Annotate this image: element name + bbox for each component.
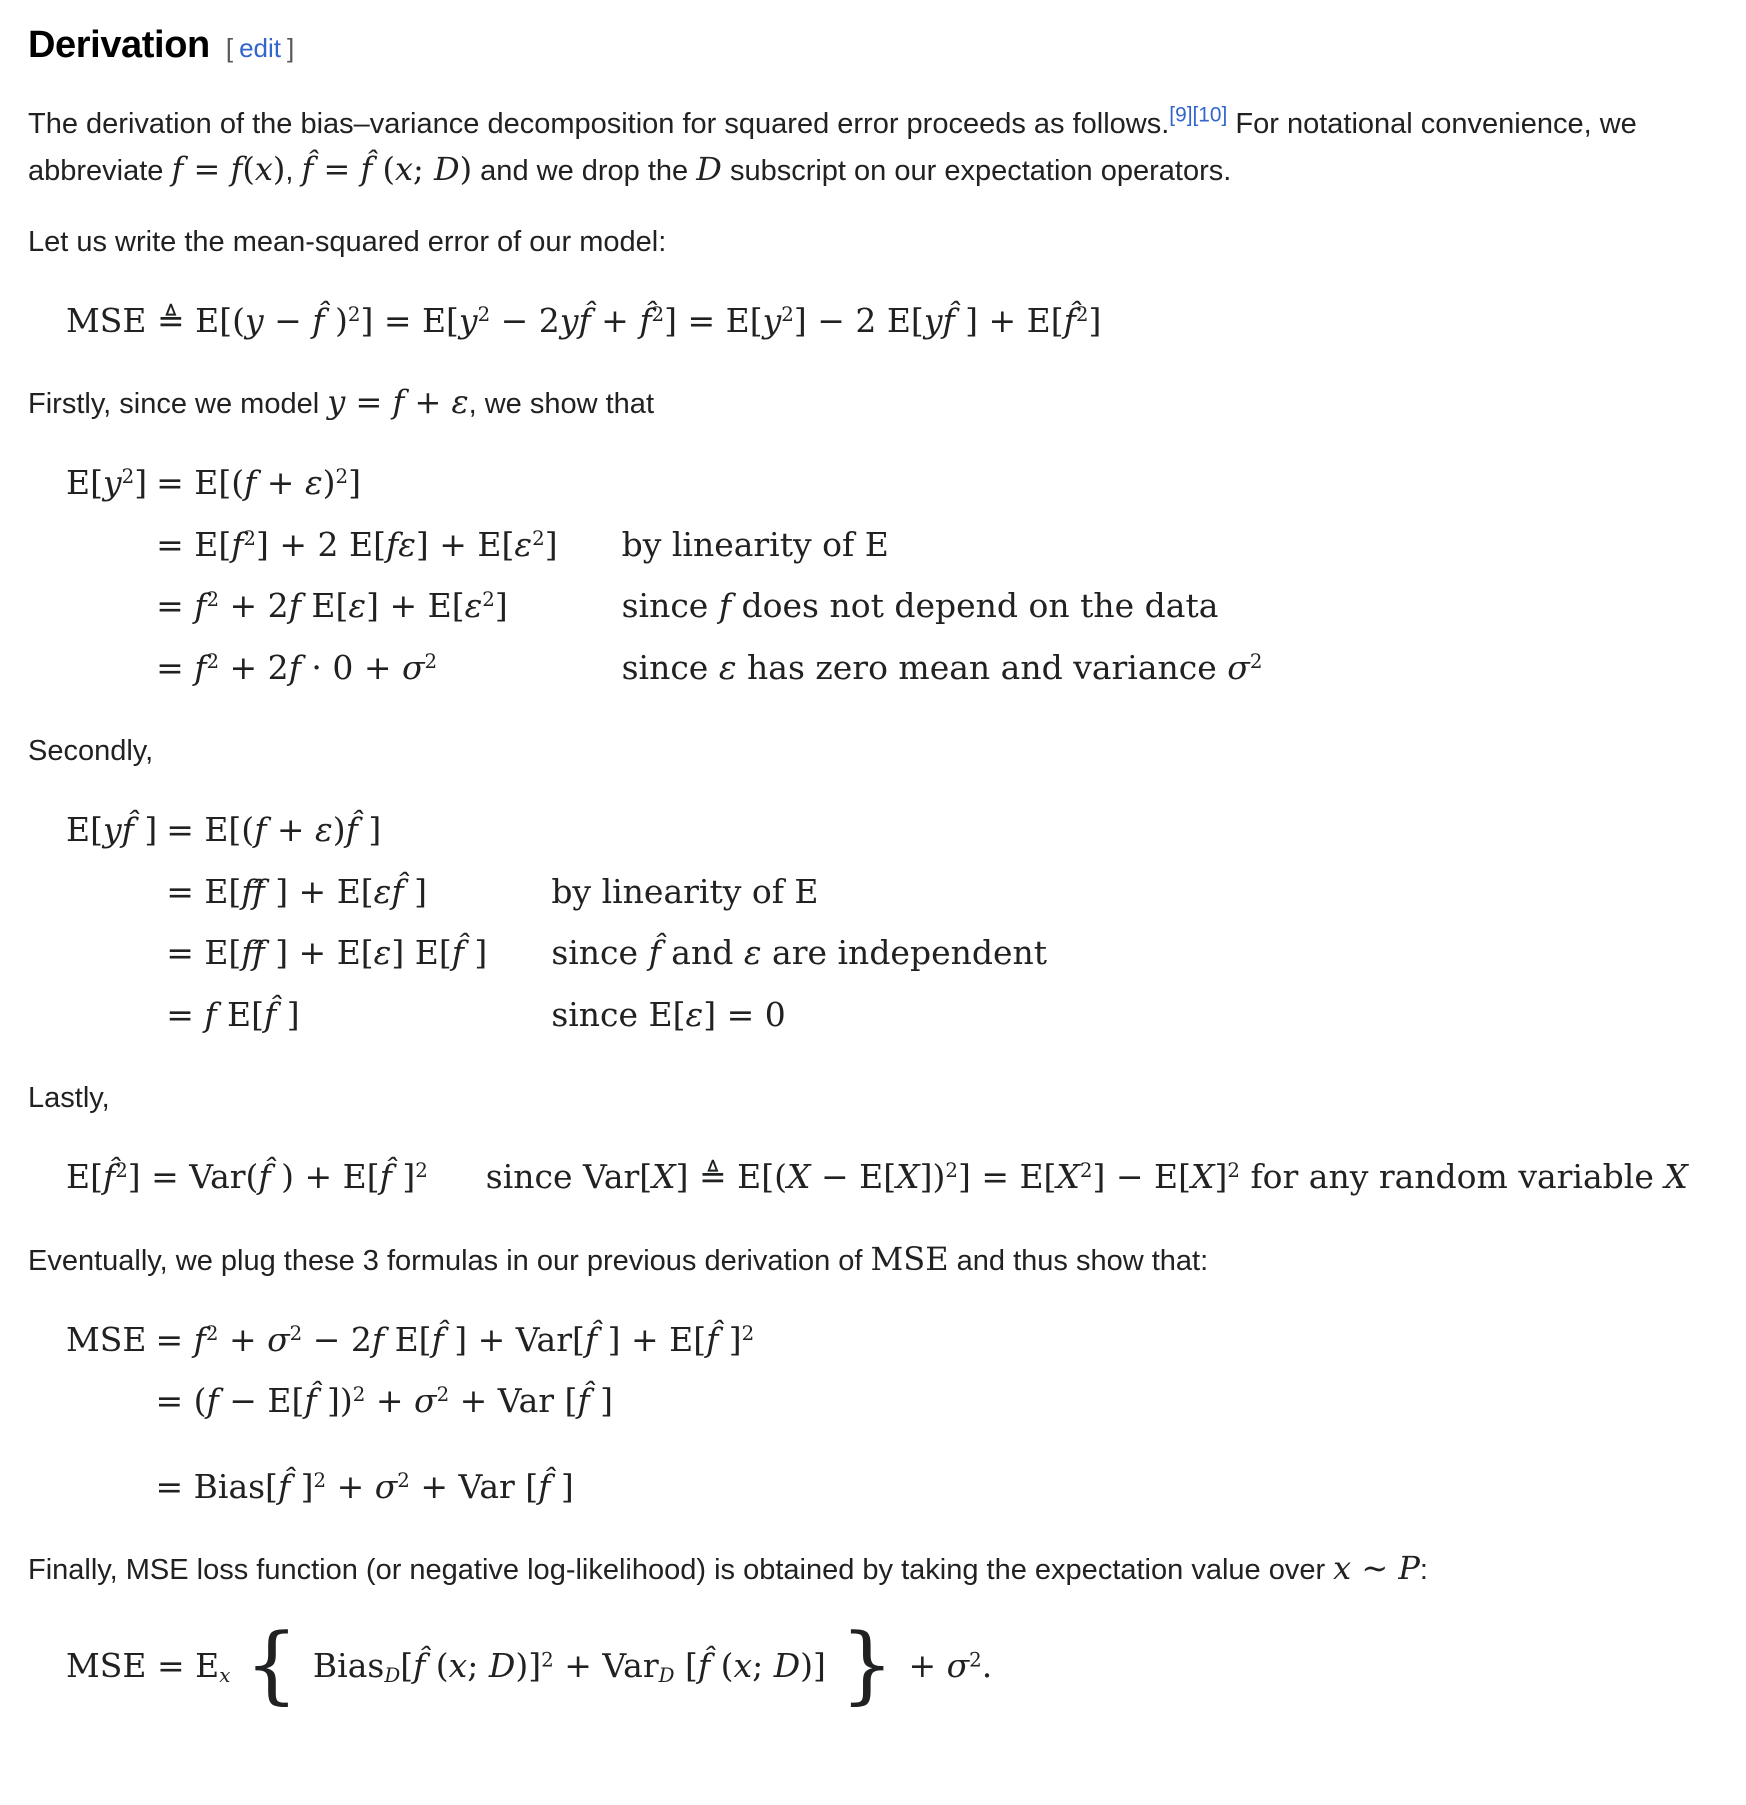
formula-rhs: = $f^2 + 2f$ $E[\varepsilon] + E[\varepsilon^2]$ bbox=[156, 586, 508, 626]
reference-10-link[interactable]: [10] bbox=[1192, 103, 1228, 127]
finally-paragraph bbox=[28, 1547, 1716, 1594]
formula-condition bbox=[558, 458, 1263, 508]
formula-condition: since E[ε] = 0 bbox=[551, 994, 786, 1034]
inline-math-x-distribution: x ∼ P bbox=[1333, 1549, 1420, 1588]
formula-lhs: MSE bbox=[66, 1319, 147, 1359]
eventually-paragraph bbox=[28, 1238, 1716, 1285]
intro-text-1: The derivation of the bias–variance decomposition for squared error proceeds as follows. bbox=[28, 108, 1170, 140]
inline-math-f-of-x: f = f(x) bbox=[171, 149, 286, 188]
formula-lhs: E[yf̂ ] bbox=[66, 810, 158, 850]
mse-definition-formula: MSE ≜ E[(y − f̂ )$^2] = E[y^2$ − 2yf̂ + f̂$^2$] = $E[y^2] - 2$ E[yf̂ ] + E[f̂$^2$] bbox=[66, 300, 1102, 340]
intro-text-5: subscript on our expectation operators. bbox=[721, 154, 1232, 187]
formula-lhs bbox=[66, 1438, 147, 1512]
formula-lhs bbox=[66, 643, 147, 693]
intro-text-3: , bbox=[285, 154, 302, 187]
formula-condition: since f does not depend on the data bbox=[621, 586, 1219, 626]
secondly-derivation bbox=[66, 805, 1716, 1039]
finally-text-1: Finally, MSE loss function (or negative log-likelihood) is obtained by taking the expectation value over bbox=[28, 1554, 1334, 1587]
lastly-formula-main: E[f̂$^2$] = Var(f̂ ) + E[f̂ ]$^2$ bbox=[66, 1157, 428, 1197]
intro-paragraph bbox=[28, 101, 1716, 195]
intro-text-2: For notational convenience, we abbreviate bbox=[28, 108, 1637, 187]
lastly-paragraph: Lastly, bbox=[28, 1082, 110, 1115]
eventually-text-2: and thus show that: bbox=[948, 1244, 1209, 1277]
formula-rhs: = f E[f̂ ] bbox=[166, 994, 300, 1034]
section-heading bbox=[28, 24, 1716, 67]
formula-rhs: = $f^2 + 2f \cdot 0 + \sigma^2$ bbox=[156, 647, 438, 687]
edit-bracket-close: ] bbox=[286, 33, 295, 63]
reference-10 bbox=[1193, 104, 1228, 127]
formula-condition: since f̂ and ε are independent bbox=[551, 933, 1048, 973]
mse-intro-paragraph: Let us write the mean-squared error of our model: bbox=[28, 225, 667, 258]
formula-lhs bbox=[66, 581, 147, 631]
formula-rhs: = E[ff̂ ] + E[ε] E[f̂ ] bbox=[166, 933, 488, 973]
formula-condition bbox=[487, 805, 1047, 855]
page-title: Derivation bbox=[28, 24, 210, 66]
formula-condition bbox=[754, 1376, 818, 1426]
firstly-text-2: , we show that bbox=[468, 388, 654, 421]
formula-lhs bbox=[66, 867, 157, 917]
edit-link[interactable]: edit bbox=[239, 33, 281, 63]
formula-lhs bbox=[66, 520, 147, 570]
reference-9 bbox=[1169, 104, 1192, 127]
formula-condition: by linearity of E bbox=[551, 871, 819, 911]
secondly-paragraph: Secondly, bbox=[28, 735, 154, 768]
lastly-formula-condition: since Var[X] ≜ $E[(X - E[X])^2] = E[X^2] - E[X]^2$ for any random variable X bbox=[485, 1157, 1688, 1197]
formula-condition bbox=[754, 1438, 818, 1512]
firstly-text-1: Firstly, since we model bbox=[28, 388, 328, 421]
inline-math-D: D bbox=[696, 149, 722, 188]
formula-rhs: = $f^2 + \sigma^2 - 2f$ E[f̂ ] + Var[f̂ ] + E[f̂ ]$^2$ bbox=[155, 1319, 755, 1359]
lastly-formula bbox=[66, 1152, 1716, 1202]
firstly-derivation bbox=[66, 458, 1716, 692]
formula-rhs: = Bias[f̂ ]$^2 + \sigma^2$ + Var [f̂ ] bbox=[155, 1466, 574, 1506]
intro-text-4: and we drop the bbox=[472, 154, 697, 187]
firstly-paragraph bbox=[28, 381, 1716, 428]
formula-rhs: = E[(f + ε)f̂ ] bbox=[166, 810, 382, 850]
formula-lhs bbox=[66, 990, 157, 1040]
eventually-text-1: Eventually, we plug these 3 formulas in our previous derivation of bbox=[28, 1244, 871, 1277]
reference-9-link[interactable]: [9] bbox=[1169, 103, 1193, 127]
final-mse-formula: MSE = $E_x$ { Bias$_D$[f̂ (x; D)]$^2$ + Var$_D$ [f̂ (x; D)] } + $\sigma^2$. bbox=[66, 1615, 993, 1714]
formula-rhs: = (f − E[f̂ ])$^2 + \sigma^2$ + Var [f̂ ] bbox=[155, 1381, 613, 1421]
edit-section bbox=[226, 33, 294, 63]
formula-rhs: = $E[f^2] + 2$ $E[f\varepsilon] + E[\varepsilon^2]$ bbox=[156, 524, 558, 564]
edit-bracket-open: [ bbox=[225, 33, 234, 63]
formula-lhs bbox=[66, 1376, 147, 1426]
formula-rhs: = E[ff̂ ] + E[εf̂ ] bbox=[166, 871, 427, 911]
mse-decomposition-derivation bbox=[66, 1315, 1716, 1512]
inline-math-fhat-of-x-D: f̂ = f̂ (x; D) bbox=[301, 149, 473, 188]
inline-math-mse: MSE bbox=[870, 1239, 949, 1278]
inline-math-y-model: y = f + ε bbox=[327, 383, 469, 422]
formula-lhs bbox=[66, 928, 157, 978]
finally-text-2: : bbox=[1419, 1554, 1428, 1587]
formula-condition bbox=[754, 1315, 818, 1365]
formula-condition: by linearity of E bbox=[621, 524, 889, 564]
formula-rhs: = $E[(f + \varepsilon)^2]$ bbox=[156, 463, 361, 503]
formula-lhs: $E[y^2]$ bbox=[66, 463, 148, 503]
formula-condition: since ε has zero mean and variance $\sigma^2$ bbox=[621, 647, 1263, 687]
